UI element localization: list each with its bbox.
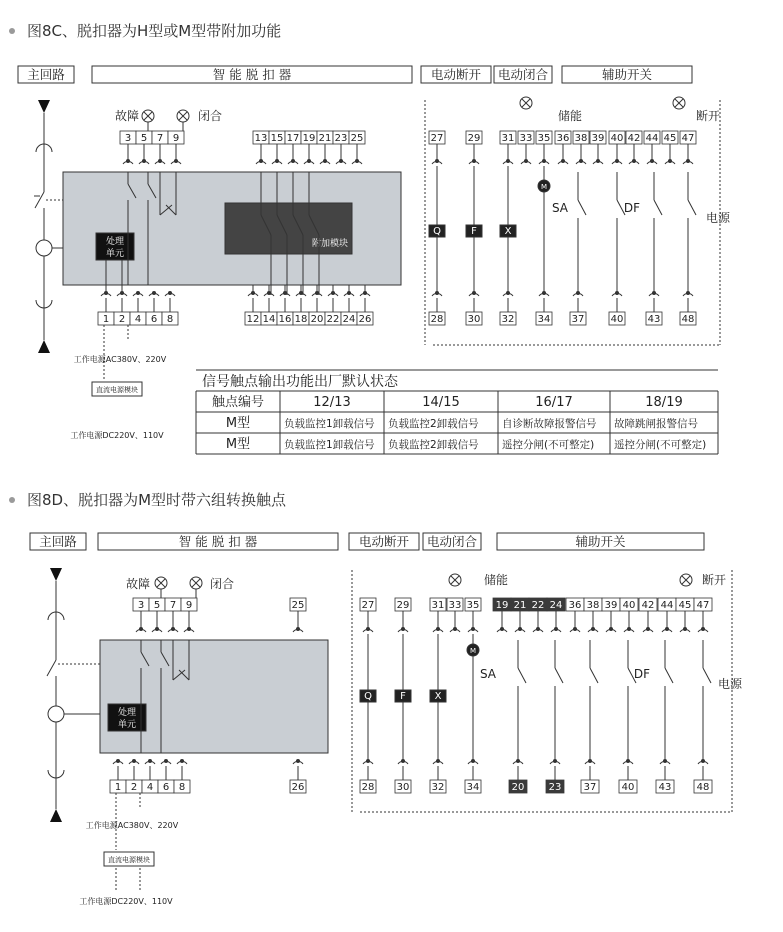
top-term-8d-aux-38-label: 38	[586, 600, 600, 611]
table-cell-0-2: 负载监控2卸载信号	[388, 418, 479, 430]
header-motor-close-8d-label: 电动闭合	[426, 534, 478, 549]
top-term-8d-dark-19-label: 19	[495, 600, 509, 611]
top-term-8d-aux-40-label: 40	[622, 600, 636, 611]
bot-term-12-label: 12	[246, 314, 260, 325]
motor-icon-label: M	[540, 183, 548, 191]
bot-term-8d-2-label: 2	[130, 782, 138, 793]
current-sensor-icon	[48, 706, 64, 722]
bot-term-8-label: 8	[166, 314, 174, 325]
top-term-8d-r-29-label: 29	[396, 600, 410, 611]
top-term-r-47-label: 47	[681, 133, 695, 144]
top-term-19-label: 19	[302, 133, 316, 144]
header-intelligent-trip-label: 智 能 脱 扣 器	[212, 67, 292, 82]
bot-term-22-label: 22	[326, 314, 340, 325]
store-label: 储能	[557, 109, 583, 123]
top-term-8d-r-31-label: 31	[431, 600, 445, 611]
bot-term-20-label: 20	[310, 314, 324, 325]
terminal-dot	[116, 759, 120, 763]
sa-label-8d: SA	[479, 667, 497, 681]
header-motor-close-label: 电动闭合	[497, 67, 549, 82]
top-term-8d-25-label: 25	[291, 600, 305, 611]
bot-term-r-28-label: 28	[430, 314, 444, 325]
top-term-8d-aux-45-label: 45	[678, 600, 692, 611]
bot-term-r-43-label: 43	[647, 314, 661, 325]
bot-term-8d-r-34-label: 34	[466, 782, 480, 793]
table-cell-0-3: 自诊断故障报警信号	[502, 418, 597, 430]
bot-term-8d-r-30-label: 30	[396, 782, 410, 793]
wire	[590, 668, 598, 683]
top-term-8d-r-33-label: 33	[448, 600, 462, 611]
top-term-13-label: 13	[254, 133, 268, 144]
processing-unit-label-2: 单元	[117, 720, 137, 730]
close-label: 闭合	[197, 109, 223, 123]
wire	[688, 200, 696, 215]
table-cell-1-2: 负载监控2卸载信号	[388, 439, 479, 451]
work-power-dc-label-8d: 工作电源DC220V、110V	[79, 897, 173, 906]
coil-q-8d-label: Q	[364, 691, 372, 702]
df-label: DF	[623, 201, 641, 215]
top-term-25-label: 25	[350, 133, 364, 144]
coil-f-label: F	[471, 226, 477, 237]
top-term-9-label: 9	[172, 133, 180, 144]
table-cell-1-0: M型	[225, 437, 251, 452]
top-term-5-label: 5	[140, 133, 148, 144]
dc-module-label-8d: 直流电源模块	[108, 856, 150, 864]
fig8d-title: 图8D、脱扣器为M型时带六组转换触点	[27, 491, 287, 509]
top-term-r-29-label: 29	[467, 133, 481, 144]
top-term-8d-aux-42-label: 42	[641, 600, 655, 611]
header-main-circuit-label: 主回路	[27, 67, 65, 82]
fault-label-8d: 故障	[125, 577, 151, 591]
processing-unit-label: 处理	[105, 237, 125, 247]
table-header-2: 14/15	[422, 395, 460, 410]
arrow-down-icon	[50, 568, 62, 581]
terminal-dot	[136, 291, 140, 295]
bot-term-1-label: 1	[102, 314, 110, 325]
top-term-r-31-label: 31	[501, 133, 515, 144]
bot-term-8d-8-label: 8	[178, 782, 186, 793]
fault-label: 故障	[114, 109, 140, 123]
terminal-dot	[542, 291, 546, 295]
wire	[518, 668, 526, 683]
bot-term-8d-1-label: 1	[114, 782, 122, 793]
header-aux-switch-label: 辅助开关	[601, 67, 653, 82]
processing-unit-label-2: 单元	[105, 249, 125, 259]
power-label: 电源	[705, 211, 731, 225]
terminal-dot	[132, 759, 136, 763]
wire	[665, 668, 673, 683]
top-term-8d-5-label: 5	[153, 600, 161, 611]
top-term-r-27-label: 27	[430, 133, 444, 144]
bot-term-r-34-label: 34	[537, 314, 551, 325]
table-cell-1-3: 遥控分闸(不可整定)	[502, 439, 595, 451]
header-intelligent-trip-8d-label: 智 能 脱 扣 器	[178, 534, 258, 549]
terminal-dot	[401, 759, 405, 763]
intelligent-trip-module-8d	[100, 640, 328, 753]
header-main-circuit-8d-label: 主回路	[39, 534, 77, 549]
top-term-8d-dark-21-label: 21	[513, 600, 527, 611]
bot-term-r-32-label: 32	[501, 314, 515, 325]
bot-term-24-label: 24	[342, 314, 356, 325]
header-motor-open-8d-label: 电动断开	[358, 534, 410, 549]
open-label-8d: 断开	[701, 573, 727, 587]
terminal-dot	[180, 759, 184, 763]
work-power-ac-label: 工作电源AC380V、220V	[73, 355, 167, 364]
top-term-r-33-label: 33	[519, 133, 533, 144]
wire	[555, 668, 563, 683]
table-header-0: 触点编号	[211, 395, 265, 410]
top-term-8d-r-35-label: 35	[466, 600, 480, 611]
bot-term-4-label: 4	[134, 314, 142, 325]
addon-module-label: 附加模块	[311, 239, 349, 249]
top-term-8d-aux-39-label: 39	[604, 600, 618, 611]
bot-term-8d-6-label: 6	[162, 782, 170, 793]
top-term-8d-3-label: 3	[137, 600, 145, 611]
wire	[703, 668, 711, 683]
coil-x-label: X	[504, 226, 512, 237]
top-term-8d-aux-44-label: 44	[660, 600, 674, 611]
bot-term-8d-aux-48-label: 48	[696, 782, 710, 793]
bot-term-18-label: 18	[294, 314, 308, 325]
bot-term-16-label: 16	[278, 314, 292, 325]
table-header-4: 18/19	[645, 395, 683, 410]
header-aux-switch-8d-label: 辅助开关	[575, 534, 626, 549]
top-term-7-label: 7	[156, 133, 164, 144]
close-label-8d: 闭合	[209, 577, 235, 591]
bot-term-8d-aux-43-label: 43	[658, 782, 672, 793]
top-term-8d-r-27-label: 27	[361, 600, 375, 611]
terminal-dot	[366, 759, 370, 763]
top-term-r-35-label: 35	[537, 133, 551, 144]
dc-module-label: 直流电源模块	[96, 386, 138, 394]
top-term-15-label: 15	[270, 133, 284, 144]
coil-q-label: Q	[433, 226, 441, 237]
bot-term-8d-aux-40-label: 40	[621, 782, 635, 793]
current-sensor-icon	[36, 240, 52, 256]
top-term-r-36-label: 36	[556, 133, 570, 144]
bot-term-8d-aux-37-label: 37	[583, 782, 597, 793]
work-power-dc-label: 工作电源DC220V、110V	[70, 431, 164, 440]
arrow-up-icon	[38, 340, 50, 353]
processing-unit-label: 处理	[117, 708, 137, 718]
top-term-8d-aux-36-label: 36	[568, 600, 582, 611]
bot-term-8d-dark-20-label: 20	[511, 782, 525, 793]
work-power-ac-label-8d: 工作电源AC380V、220V	[85, 821, 179, 830]
title-bullet	[9, 28, 15, 34]
top-term-r-45-label: 45	[663, 133, 677, 144]
bot-term-26-label: 26	[358, 314, 372, 325]
top-term-r-42-label: 42	[627, 133, 641, 144]
top-term-3-label: 3	[124, 133, 132, 144]
bot-term-14-label: 14	[262, 314, 276, 325]
top-term-r-38-label: 38	[574, 133, 588, 144]
df-label-8d: DF	[633, 667, 651, 681]
bot-term-8d-4-label: 4	[146, 782, 154, 793]
table-cell-0-1: 负载监控1卸载信号	[284, 418, 375, 430]
terminal-dot	[471, 759, 475, 763]
top-term-8d-dark-24-label: 24	[549, 600, 563, 611]
header-motor-open-label: 电动断开	[430, 67, 482, 82]
top-term-8d-aux-47-label: 47	[696, 600, 710, 611]
terminal-dot	[164, 759, 168, 763]
terminal-dot	[148, 759, 152, 763]
motor-icon-8d-label: M	[469, 647, 477, 655]
arrow-up-icon	[50, 809, 62, 822]
top-term-8d-dark-22-label: 22	[531, 600, 545, 611]
bot-term-r-48-label: 48	[681, 314, 695, 325]
table-caption: 信号触点输出功能出厂默认状态	[202, 374, 398, 390]
coil-x-8d-label: X	[434, 691, 442, 702]
breaker-contact	[47, 660, 56, 676]
table-cell-1-4: 遥控分闸(不可整定)	[614, 439, 707, 451]
bot-term-8d-r-32-label: 32	[431, 782, 445, 793]
terminal-dot	[168, 291, 172, 295]
fig8c-title: 图8C、脱扣器为H型或M型带附加功能	[27, 22, 282, 40]
bot-term-r-40-label: 40	[610, 314, 624, 325]
table-header-3: 16/17	[535, 395, 573, 410]
table-cell-0-4: 故障跳闸报警信号	[614, 418, 698, 430]
power-label-8d: 电源	[717, 677, 743, 691]
top-term-17-label: 17	[286, 133, 300, 144]
terminal-dot	[296, 759, 300, 763]
coil-f-8d-label: F	[400, 691, 406, 702]
breaker-contact	[35, 192, 44, 208]
terminal-dot	[506, 291, 510, 295]
store-label-8d: 储能	[483, 573, 509, 587]
top-term-r-40-label: 40	[610, 133, 624, 144]
bot-term-8d-26-label: 26	[291, 782, 305, 793]
sa-label: SA	[551, 201, 569, 215]
bot-term-2-label: 2	[118, 314, 126, 325]
title-bullet	[9, 497, 15, 503]
top-term-21-label: 21	[318, 133, 332, 144]
top-term-r-44-label: 44	[645, 133, 659, 144]
arrow-down-icon	[38, 100, 50, 113]
bot-term-r-37-label: 37	[571, 314, 585, 325]
bot-term-r-30-label: 30	[467, 314, 481, 325]
top-term-r-39-label: 39	[591, 133, 605, 144]
bot-term-6-label: 6	[150, 314, 158, 325]
top-term-23-label: 23	[334, 133, 348, 144]
terminal-dot	[435, 291, 439, 295]
top-term-8d-7-label: 7	[169, 600, 177, 611]
table-cell-0-0: M型	[225, 416, 251, 431]
bot-term-8d-r-28-label: 28	[361, 782, 375, 793]
terminal-dot	[152, 291, 156, 295]
wire	[654, 200, 662, 215]
table-cell-1-1: 负载监控1卸载信号	[284, 439, 375, 451]
terminal-dot	[436, 759, 440, 763]
open-label: 断开	[695, 109, 721, 123]
bot-term-8d-dark-23-label: 23	[548, 782, 562, 793]
wire	[578, 200, 586, 215]
top-term-8d-9-label: 9	[185, 600, 193, 611]
terminal-dot	[472, 291, 476, 295]
table-header-1: 12/13	[313, 395, 351, 410]
